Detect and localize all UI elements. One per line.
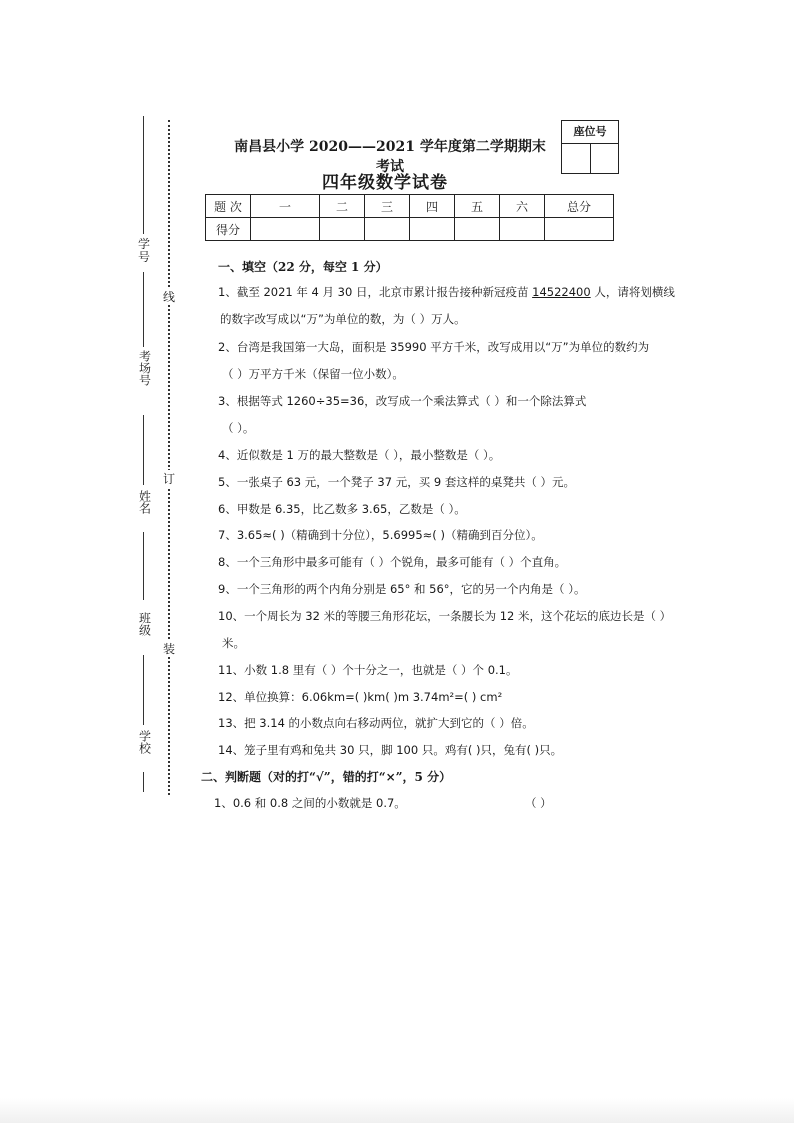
binding-dotted-line — [168, 120, 170, 795]
score-header-cell: 一 — [251, 195, 320, 218]
judgement-question-1: 1、0.6 和 0.8 之间的小数就是 0.7。 — [214, 796, 406, 810]
exam-subtitle: 四年级数学试卷 — [322, 173, 448, 193]
margin-line — [143, 655, 144, 725]
question-10-line2: 米。 — [222, 636, 245, 650]
section2-heading: 二、判断题（对的打“√”，错的打“×”，5 分） — [201, 770, 452, 784]
score-cell[interactable] — [320, 218, 365, 241]
question-text: 人，请将划横线 — [590, 285, 675, 299]
margin-line — [143, 415, 144, 485]
question-3: 3、根据等式 1260÷35=36，改写成一个乘法算式（ ）和一个除法算式 — [218, 394, 587, 408]
question-2-line2: （ ）万平方千米（保留一位小数）。 — [222, 367, 404, 381]
margin-label: 姓名 — [137, 490, 152, 514]
score-header-cell: 五 — [455, 195, 500, 218]
margin-line — [143, 532, 144, 600]
margin-field-class — [136, 612, 152, 652]
score-table — [205, 194, 614, 241]
margin-field-school — [136, 730, 152, 770]
binding-char-zhuang: 装 — [162, 642, 175, 656]
score-table-header-row — [206, 195, 614, 218]
question-7: 7、3.65≈( )（精确到十分位），5.6995≈( )（精确到百分位）。 — [218, 528, 543, 542]
seat-cell[interactable] — [591, 144, 619, 173]
score-header-cell: 四 — [410, 195, 455, 218]
margin-field-exam-room — [136, 350, 152, 410]
score-cell[interactable] — [500, 218, 545, 241]
margin-line — [143, 272, 144, 347]
score-cell[interactable] — [455, 218, 500, 241]
question-text: 1、截至 2021 年 4 月 30 日，北京市累计报告接种新冠疫苗 — [218, 285, 533, 299]
question-1 — [218, 284, 675, 300]
score-cell[interactable] — [545, 218, 614, 241]
score-header-cell: 总分 — [545, 195, 614, 218]
binding-char-ding: 订 — [162, 472, 175, 486]
question-10: 10、一个周长为 32 米的等腰三角形花坛，一条腰长为 12 米，这个花坛的底边长是（ ） — [218, 609, 672, 623]
question-5: 5、一张桌子 63 元，一个凳子 37 元，买 9 套这样的桌凳共（ ）元。 — [218, 475, 575, 489]
margin-field-student-id — [136, 238, 152, 268]
seat-cell[interactable] — [562, 144, 591, 173]
question-13: 13、把 3.14 的小数点向右移动两位，就扩大到它的（ ）倍。 — [218, 716, 534, 730]
margin-label: 学号 — [137, 237, 150, 264]
score-row-label: 得分 — [206, 218, 251, 241]
seat-number-box — [561, 120, 619, 174]
question-8: 8、一个三角形中最多可能有（ ）个锐角，最多可能有（ ）个直角。 — [218, 555, 567, 569]
score-header-cell: 三 — [365, 195, 410, 218]
question-4: 4、近似数是 1 万的最大整数是（ ），最小整数是（ ）。 — [218, 448, 501, 462]
score-header-cell: 题 次 — [206, 195, 251, 218]
score-table-score-row — [206, 218, 614, 241]
underlined-number: 14522400 — [532, 285, 591, 299]
question-9: 9、一个三角形的两个内角分别是 65° 和 56°，它的另一个内角是（ ）。 — [218, 582, 586, 596]
score-header-cell: 六 — [500, 195, 545, 218]
margin-label: 考场号 — [137, 350, 152, 386]
judgement-answer-blank[interactable]: （ ） — [525, 796, 552, 810]
scan-edge — [0, 1098, 794, 1123]
margin-line — [143, 772, 144, 792]
score-cell[interactable] — [410, 218, 455, 241]
question-1-line2: 的数字改写成以“万”为单位的数，为（ ）万人。 — [220, 312, 466, 326]
binding-char-xian: 线 — [162, 290, 175, 304]
score-header-cell: 二 — [320, 195, 365, 218]
question-6: 6、甲数是 6.35，比乙数多 3.65，乙数是（ ）。 — [218, 502, 466, 516]
margin-label: 班级 — [137, 612, 152, 636]
score-cell[interactable] — [251, 218, 320, 241]
question-3-line2: （ ）。 — [222, 421, 255, 435]
margin-field-name — [136, 490, 152, 530]
exam-title: 南昌县小学 2020——2021 学年度第二学期期末考试 — [234, 139, 546, 175]
section1-heading: 一、填空（22 分，每空 1 分） — [218, 260, 388, 274]
question-2: 2、台湾是我国第一大岛，面积是 35990 平方千米，改写成用以“万”为单位的数约为 — [218, 340, 650, 354]
margin-line — [143, 116, 144, 234]
margin-label: 学校 — [137, 730, 152, 754]
question-14: 14、笼子里有鸡和兔共 30 只，脚 100 只。鸡有( )只，兔有( )只。 — [218, 743, 563, 757]
score-cell[interactable] — [365, 218, 410, 241]
seat-label: 座位号 — [562, 121, 618, 144]
question-11: 11、小数 1.8 里有（ ）个十分之一，也就是（ ）个 0.1。 — [218, 663, 518, 677]
question-12: 12、单位换算：6.06km=( )km( )m 3.74m²=( ) cm² — [218, 690, 503, 704]
